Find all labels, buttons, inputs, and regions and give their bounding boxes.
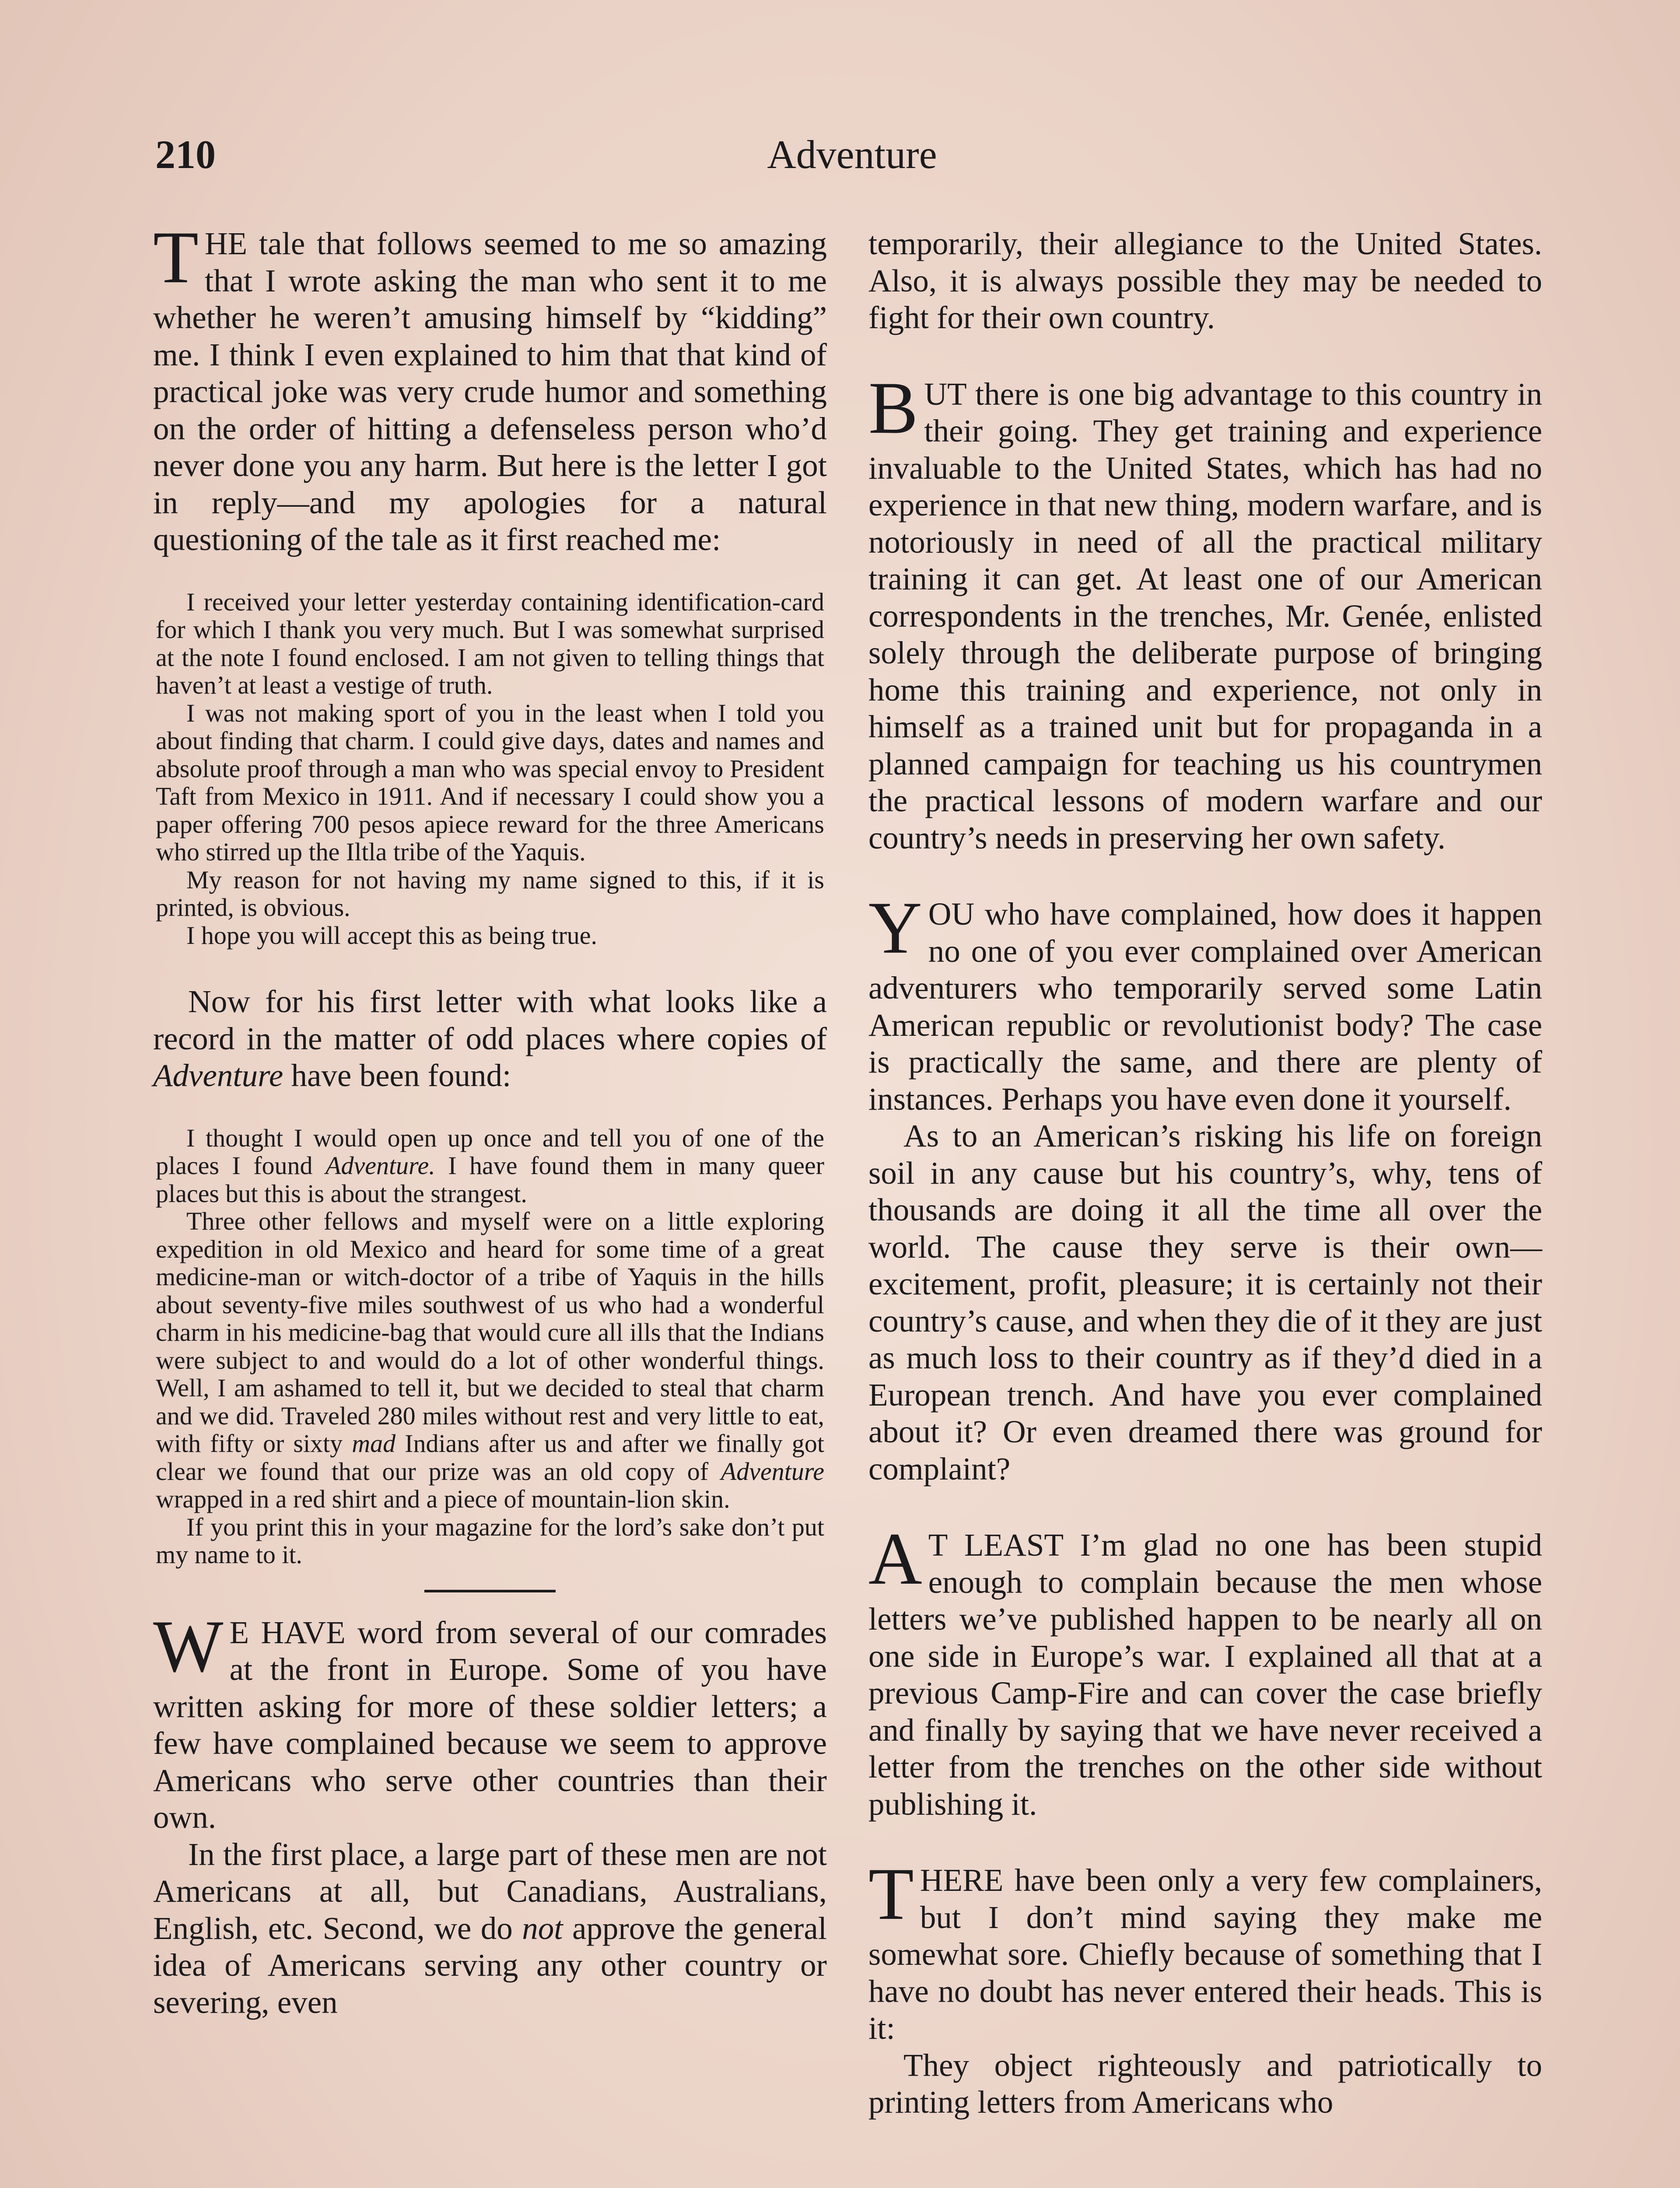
drop-cap: Y [868,887,922,969]
quote-paragraph: I received your letter yesterday containing identification-card for which I thank you very much. But I was somewhat surprised at the note I found enclosed. I am not given to telling things that haven’t at least a vestige of truth. [156,587,824,699]
body-paragraph: In the first place, a large part of these men are not Americans at all, but Canadians, Australians, English, etc. Second, we do not approve the general idea of Americans serving any other country or severing, even [153,1836,827,2020]
drop-cap: B [868,366,918,449]
intro-paragraph: THE tale that follows seemed to me so amazing that I wrote asking the man who sent it to me whether he weren’t amusing himself by “kidding” me. I think I even explained to him that that kind of practical joke was very crude humor and something on the order of hitting a defenseless person who’d never done you any harm. But here is the letter I got in reply—and my apologies for a natural questioning of the tale as it first reached me: [153,216,827,557]
body-paragraph: BUT there is one big advantage to this country in their going. They get training and experience invaluable to the United States, which has had no experience in that new thing, modern warfare, and is notoriously in need of all the practical military training it can get. At least one of our American correspondents in the trenches, Mr. Genée, enlisted solely through the deliberate purpose of bringing home this training and experience, not only in himself as a trained unit but for propaganda in a planned campaign for teaching us his countrymen the practical lessons of modern warfare and our country’s needs in preserving her own safety. [868,366,1542,856]
drop-cap: T [868,1853,914,1935]
drop-cap: A [868,1518,922,1600]
quote-paragraph: I hope you will accept this as being true. [186,921,598,950]
body-paragraph: YOU who have complained, how does it happen no one of you ever complained over American adventurers who temporarily served some Latin American republic or revolutionist body? The case is practically the same, and there are plenty of instances. Perhaps you have even done it yourself. [868,887,1542,1117]
body-paragraph: W E HAVE word from several of our comrades at the front in Europe. Some of you have written asking for more of these soldier letters; a few have complained because we seem to approve Americans who serve other countries than their own. [153,1605,827,1835]
quote-paragraph: I thought I would open up once and tell you of one of the places I found Adventure. I have found them in many queer places but this is about the strangest. [156,1123,825,1208]
left-column [153,216,827,2021]
page-number: 210 [155,132,216,177]
quote-paragraph: My reason for not having my name signed to this, if it is printed, is obvious. [156,865,824,922]
right-column [868,225,1542,2121]
section-divider [424,1590,556,1592]
body-paragraph: A T LEAST I’m glad no one has been stupid enough to complain because the men whose letters we’ve published happen to be nearly all on one side in Europe’s war. I explained all that at a previous Camp-Fire and can cover the case briefly and finally by saying that we have never received a letter from the trenches on the other side without publishing it. [868,1518,1542,1822]
body-paragraph: Now for his first letter with what looks like a record in the matter of odd places where copies of Adventure have been found: [153,984,827,1093]
quoted-first-letter [156,1124,824,1569]
drop-cap: T [153,216,199,298]
body-paragraph: temporarily, their allegiance to the United States. Also, it is always possible they may be needed to fight for their own country. [868,226,1542,335]
body-paragraph: THERE have been only a very few complainers, but I don’t mind saying they make me somewhat sore. Chiefly because of something that I have no doubt has never entered their heads. This is it: [868,1853,1542,2046]
page-header [155,131,1549,184]
body-paragraph: As to an American’s risking his life on foreign soil in any cause but his country’s, why, tens of thousands are doing it all the time all over the world. The cause they serve is their own—excitement, profit, pleasure; it is certainly not their country’s cause, and when they die of it they are just as much loss to their country as if they’d died in a European trench. And have you ever complained about it? Or even dreamed there was ground for complaint? [868,1118,1542,1487]
quote-paragraph: If you print this in your magazine for the lord’s sake don’t put my name to it. [156,1512,824,1569]
quoted-letter-reply [156,588,824,950]
quote-paragraph: I was not making sport of you in the least when I told you about finding that charm. I could give days, dates and names and absolute proof through a man who was special envoy to President Taft from Mexico in 1911. And if necessary I could show you a paper offering 700 pesos apiece reward for the three Americans who stirred up the Iltla tribe of the Yaquis. [156,698,824,866]
running-title: Adventure [767,132,937,177]
body-paragraph: They object righteously and patriotically to printing letters from Americans who [868,2047,1542,2120]
quote-paragraph: Three other fellows and myself were on a little exploring expedition in old Mexico and heard for some time of a great medicine-man or witch-doctor of a tribe of Yaquis in the hills about seventy-five miles southwest of us who had a wonderful charm in his medicine-bag that would cure all ills that the Indians were subject to and would do a lot of other wonderful things. Well, I am ashamed to tell it, but we decided to steal that charm and we did. Traveled 280 miles without rest and very little to eat, with fifty or sixty mad Indians after us and after we finally got clear we found that our prize was an old copy of Adventure wrapped in a red shirt and a piece of mountain-lion skin. [156,1207,824,1513]
drop-cap: W [153,1605,224,1687]
